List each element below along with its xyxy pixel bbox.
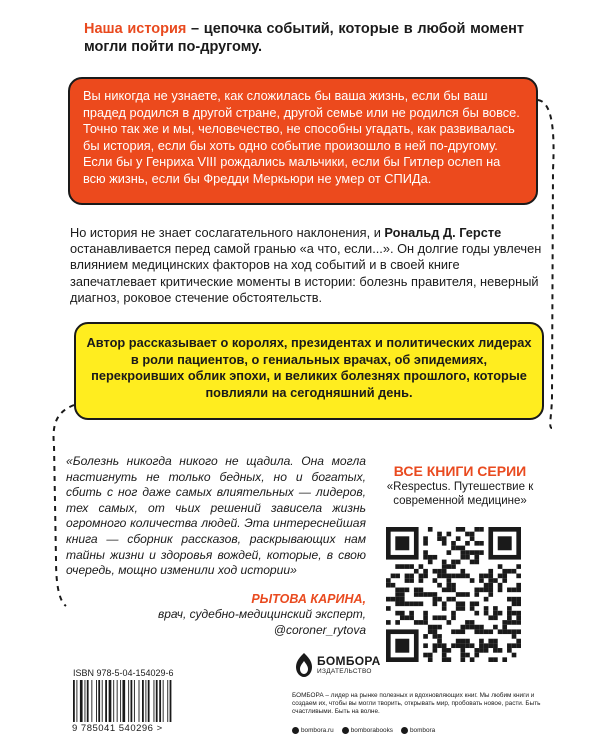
review-quote: «Болезнь никогда никого не щадила. Она могла настигнуть не только бедных, но и богатых, сбить с ног даже самых влиятельных — лидеров, тех самых, от чьих решений зависела жизнь огромного количества людей. Эта интереснейшая книга — сборник рассказов, раскрывающих нам тайны жизни и здоровья вождей, которые, в свою очередь, мощно изменили ход истории» (66, 454, 366, 578)
isbn-label: ISBN 978-5-04-154029-6 (73, 668, 174, 678)
bombora-logo-icon (292, 652, 316, 678)
social-link-vk[interactable] (342, 727, 393, 734)
social-link-telegram-label: bombora (409, 727, 436, 734)
intro-part1: Но история не знает сослагательного наклонения, и (70, 225, 385, 240)
quote-author-name: РЫТОВА КАРИНА, (251, 592, 366, 606)
intro-part2: останавливается перед самой гранью «а что, если...». Он долгие годы увлечен влиянием медицинских факторов на ход событий и в своей книге запечатлевает критические моменты в истории: болезнь правителя, неверный диагноз, роковое стечение обстоятельств. (70, 241, 542, 305)
social-link-vk-label: bomborabooks (350, 727, 393, 734)
tagline (84, 20, 524, 56)
intro-paragraph (70, 225, 548, 306)
yellow-callout-box (74, 322, 544, 420)
publisher-name: БОМБОРА (317, 654, 381, 668)
red-callout-text: Вы никогда не узнаете, как сложилась бы ваша жизнь, если бы ваш прадед родился в другой стране, другой семье или не родился бы вовсе. Точно так же и мы, человечество, не способны угадать, как развивалась бы история, если бы хоть одно событие произошло в ней по-другому. Если бы у Генриха VIII рождались мальчики, если бы Гитлер ослеп на всю жизнь, если бы Фредди Меркьюри не умер от СПИДа. (83, 88, 520, 186)
red-callout-box (68, 77, 538, 205)
publisher-description: БОМБОРА – лидер на рынке полезных и вдохновляющих книг. Мы любим книги и создаем их, чтобы вы могли творить, открывать мир, пробовать новое, расти. Быть счастливыми. Быть на волне. (292, 692, 541, 716)
series-name: «Respectus. Путешествие к современной медицине» (386, 481, 534, 507)
vk-icon (342, 727, 349, 734)
barcode (72, 680, 172, 722)
publisher-subtitle: ИЗДАТЕЛЬСТВО (317, 668, 372, 675)
social-links (292, 727, 542, 734)
quote-attribution (66, 591, 366, 638)
tagline-accent: Наша история (84, 21, 187, 37)
intro-author: Рональд Д. Герсте (384, 225, 502, 240)
series-title: ВСЕ КНИГИ СЕРИИ (393, 463, 527, 479)
telegram-icon (401, 727, 408, 734)
globe-icon (292, 727, 299, 734)
barcode-digits: 9 785041 540296 > (72, 723, 163, 734)
social-link-telegram[interactable] (401, 727, 435, 734)
yellow-callout-text: Автор рассказывает о королях, президентах и политических лидерах в роли пациентов, о гениальных врачах, об эпидемиях, перекроивших облик эпохи, и великих болезнях прошлого, которые повлияли на сегодняшний день. (86, 335, 532, 400)
tagline-rest: – цепочка событий, которые в любой момент могли пойти по-другому. (84, 21, 524, 55)
qr-code[interactable] (386, 527, 521, 662)
social-link-site-label: bombora.ru (301, 727, 334, 734)
quote-author-handle: @coroner_rytova (273, 622, 366, 637)
quote-author-role: врач, судебно-медицинский эксперт, (157, 607, 366, 621)
social-link-site[interactable] (292, 727, 334, 734)
